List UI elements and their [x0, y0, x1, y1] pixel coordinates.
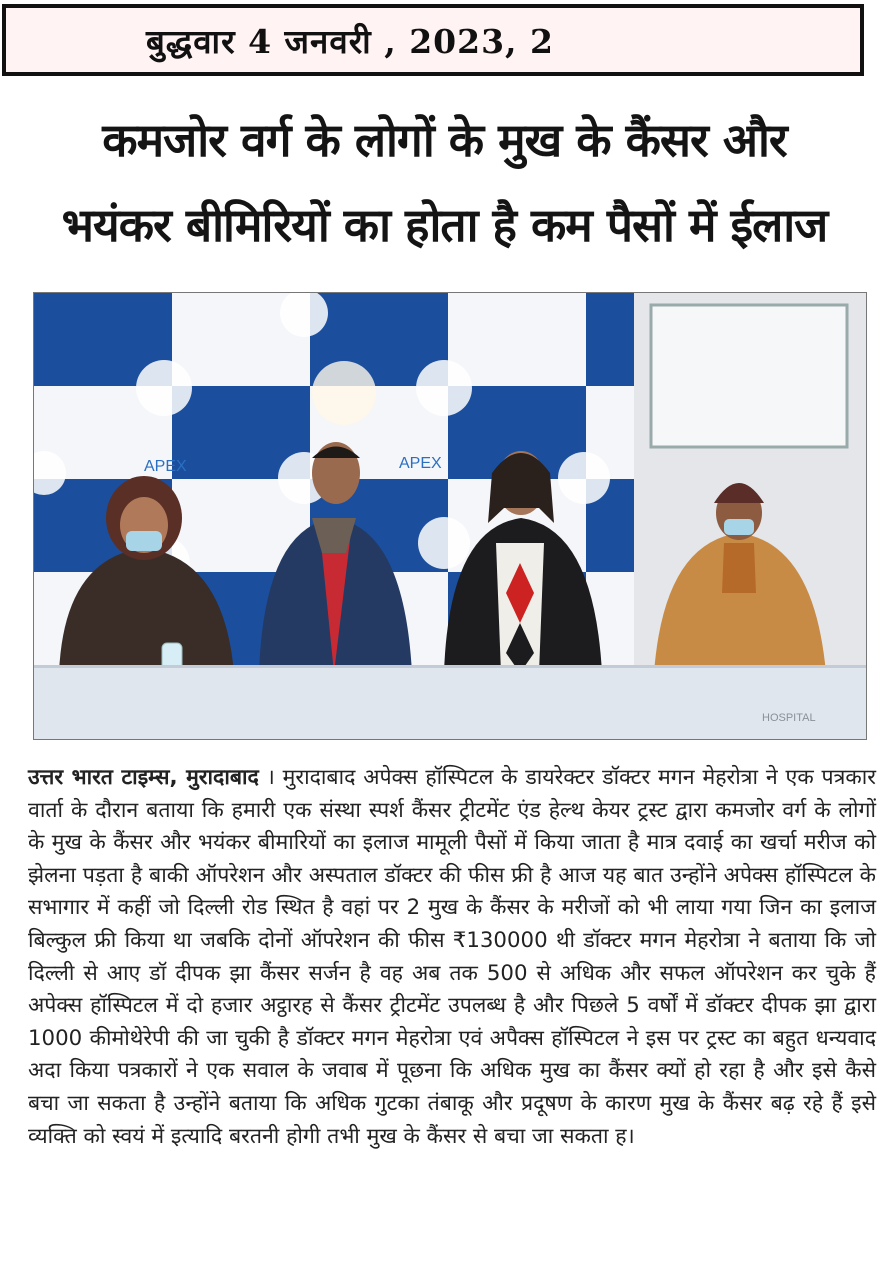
backdrop-logo-text: APEX: [399, 455, 442, 472]
article-separator: ।: [258, 765, 283, 790]
headline-line-2: भयंकर बीमिरियों का होता है कम पैसों में ईलाज: [61, 198, 828, 252]
svg-text:APEX: APEX: [144, 458, 187, 475]
whiteboard: [651, 305, 847, 447]
table: [34, 665, 866, 739]
dateline-text: बुद्धवार 4 जनवरी , 2023, 2: [146, 21, 554, 61]
article-lead: उत्तर भारत टाइम्स, मुरादाबाद: [28, 765, 259, 790]
news-photo: [33, 292, 867, 740]
article-text: मुरादाबाद अपेक्स हॉस्पिटल के डायरेक्टर डॉक्टर मगन मेहरोत्रा ने एक पत्रकार वार्ता के दौरान बताया कि हमारी एक संस्था स्पर्श कैंसर ट्रीटमेंट एंड हेल्थ केयर ट्रस्ट द्वारा कमजोर वर्ग के लोगों के मुख के कैंसर और भयंकर बीमारियों का इलाज मामूली पैसों में किया जाता है मात्र दवाई का खर्चा मरीज को झेलना पड़ता है बाकी ऑपरेशन और अस्पताल डॉक्टर की फीस फ्री है आज यह बात उन्होंने अपेक्स हॉस्पिटल के सभागार में कहीं जो दिल्ली रोड स्थित है वहां पर 2 मुख के कैंसर के मरीजों को भी लाया गया जिन का इलाज बिल्कुल फ्री किया था जबकि दोनों ऑपरेशन की फीस ₹130000 थी डॉक्टर मगन मेहरोत्रा ने बताया कि जो दिल्ली से आए डॉ दीपक झा कैंसर सर्जन है वह अब तक 500 से अधिक और सफल ऑपरेशन कर चुके हैं अपेक्स हॉस्पिटल में दो हजार अट्ठारह से कैंसर ट्रीटमेंट उपलब्ध है और पिछले 5 वर्षों में डॉक्टर दीपक झा द्वारा 1000 कीमोथेरेपी की जा चुकी है डॉक्टर मगन मेहरोत्रा एवं अपैक्स हॉस्पिटल ने इस पर ट्रस्ट का बहुत धन्यवाद अदा किया पत्रकारों ने एक सवाल के जवाब में पूछना कि अधिक मुख का कैंसर क्यों हो रहा है और इसे कैसे बचा जा सकता है उन्होंने बताया कि अधिक गुटका तंबाकू और प्रदूषण के कारण मुख के कैंसर बढ़ रहे हैं इसे व्यक्ति को स्वयं में इत्यादि बरतनी होगी तभी मुख के कैंसर से बचा जा सकता ह।: [28, 765, 876, 1149]
article-body: [28, 762, 876, 1153]
photo-watermark: HOSPITAL: [762, 712, 816, 724]
headline-line-1: कमजोर वर्ग के लोगों के मुख के कैंसर और: [102, 113, 787, 167]
dateline-box: [2, 4, 864, 76]
